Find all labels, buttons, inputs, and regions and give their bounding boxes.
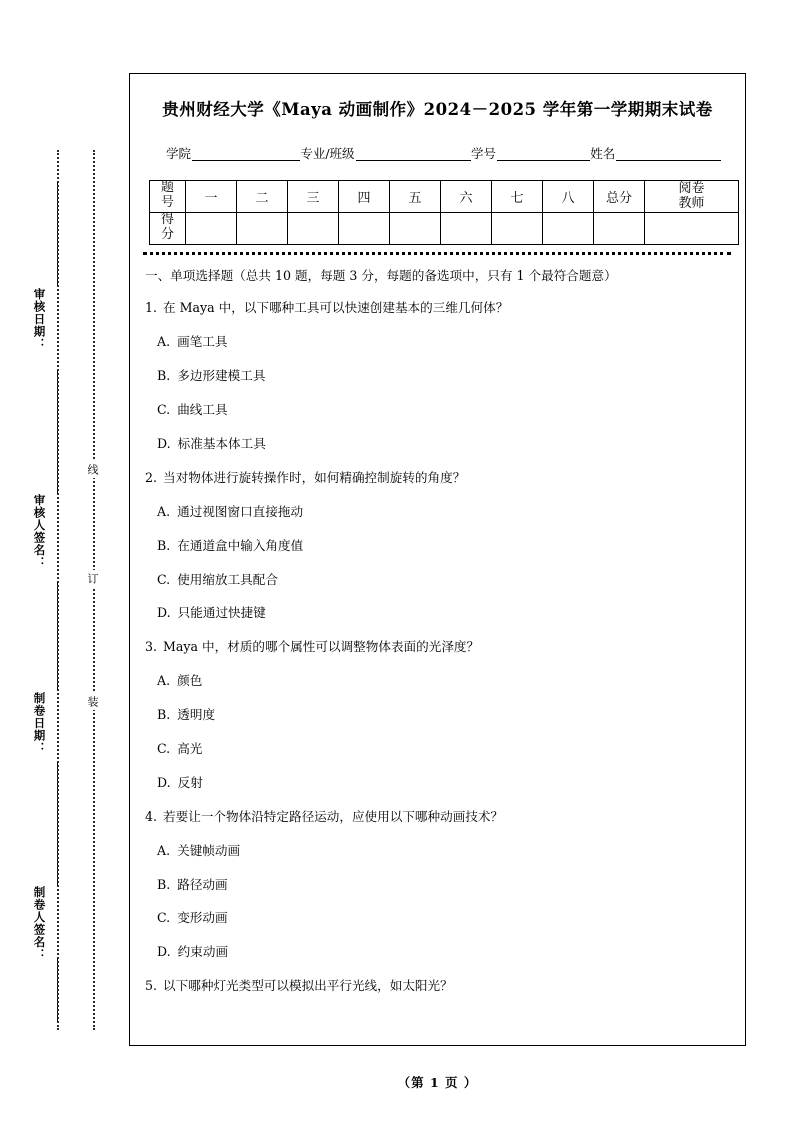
option-key: D. [157, 944, 171, 960]
question-stem [145, 977, 727, 996]
row-head-score: 得 分 [150, 212, 186, 244]
question-text: 在 Maya 中，以下哪种工具可以快速创建基本的三维几何体？ [163, 300, 509, 316]
binding-dotted-line-outer [57, 150, 59, 1030]
question-number: 5. [145, 978, 158, 994]
option-key: C. [157, 571, 171, 587]
binding-dotted-line-inner [93, 150, 95, 1030]
score-col-header-6: 六 [441, 180, 492, 212]
option-text: 在通道盒中输入角度值 [177, 537, 304, 553]
margin-label-reviewer-signature: 审核人签名： [32, 494, 47, 569]
option-text: 透明度 [177, 707, 216, 723]
option-key: C. [157, 740, 171, 756]
score-col-header-5: 五 [390, 180, 441, 212]
score-table [149, 180, 739, 245]
table-dotted-separator [143, 252, 731, 255]
question-option[interactable] [157, 774, 727, 793]
option-text: 变形动画 [177, 910, 228, 926]
row-head-question-number: 题 号 [150, 180, 186, 212]
question-stem [145, 469, 727, 488]
question-option[interactable] [157, 571, 727, 590]
score-cell-6[interactable] [441, 212, 492, 244]
option-text: 反射 [177, 774, 203, 790]
field-label-college: 学院 [166, 145, 192, 161]
score-table-container [130, 180, 745, 245]
question-text: 以下哪种灯光类型可以模拟出平行光线，如太阳光？ [163, 978, 453, 994]
option-key: A. [157, 842, 171, 858]
question-number: 2. [145, 469, 158, 485]
question-option[interactable] [157, 333, 727, 352]
question-option[interactable] [157, 503, 727, 522]
field-input-name[interactable] [616, 147, 721, 161]
question-number: 4. [145, 808, 158, 824]
score-col-header-3: 三 [288, 180, 339, 212]
score-col-header-7: 七 [492, 180, 543, 212]
question-text: 当对物体进行旋转操作时，如何精确控制旋转的角度？ [163, 469, 466, 485]
option-text: 关键帧动画 [177, 842, 241, 858]
question-stem [145, 299, 727, 318]
question-option[interactable] [157, 604, 727, 623]
score-col-header-4: 四 [339, 180, 390, 212]
score-cell-7[interactable] [492, 212, 543, 244]
question-option[interactable] [157, 672, 727, 691]
option-text: 颜色 [177, 673, 203, 689]
margin-label-prepare-date: 制卷日期： [32, 692, 47, 755]
question-stem [145, 638, 727, 657]
score-col-header-1: 一 [186, 180, 237, 212]
question-option[interactable] [157, 435, 727, 454]
option-text: 标准基本体工具 [177, 435, 266, 451]
option-key: A. [157, 503, 171, 519]
option-text: 多边形建模工具 [177, 368, 266, 384]
margin-label-review-date: 审核日期： [32, 288, 47, 351]
option-text: 只能通过快捷键 [177, 605, 266, 621]
option-text: 通过视图窗口直接拖动 [177, 503, 304, 519]
score-cell-3[interactable] [288, 212, 339, 244]
option-key: B. [157, 876, 171, 892]
option-text: 高光 [177, 740, 203, 756]
option-text: 使用缩放工具配合 [177, 571, 278, 587]
option-text: 路径动画 [177, 876, 228, 892]
question-option[interactable] [157, 537, 727, 556]
seam-word-assemble: 装 [87, 693, 98, 710]
exam-paper-frame [129, 73, 746, 1046]
question-body [130, 267, 745, 997]
question-option[interactable] [157, 740, 727, 759]
field-input-major-class[interactable] [356, 147, 471, 161]
field-label-name: 姓名 [590, 145, 616, 161]
score-cell-4[interactable] [339, 212, 390, 244]
question-number: 3. [145, 639, 158, 655]
option-text: 约束动画 [177, 944, 229, 960]
score-cell-2[interactable] [237, 212, 288, 244]
field-label-student-id: 学号 [470, 145, 496, 161]
option-key: B. [157, 707, 171, 723]
field-input-student-id[interactable] [497, 147, 590, 161]
page-title: 贵州财经大学《Maya 动画制作》2024－2025 学年第一学期期末试卷 [162, 100, 713, 119]
question-stem [145, 808, 727, 827]
student-identity-fields [130, 144, 745, 162]
section-heading: 一、单项选择题（总共 10 题，每题 3 分，每题的备选项中，只有 1 个最符合题意） [145, 267, 617, 283]
score-col-header-2: 二 [237, 180, 288, 212]
table-row-scores [150, 212, 739, 244]
option-text: 曲线工具 [177, 402, 228, 418]
binding-margin [0, 0, 129, 1122]
question-number: 1. [145, 300, 158, 316]
score-cell-grader[interactable] [645, 212, 739, 244]
option-key: B. [157, 537, 171, 553]
option-text: 画笔工具 [177, 334, 228, 350]
question-option[interactable] [157, 401, 727, 420]
option-key: B. [157, 368, 171, 384]
score-cell-1[interactable] [186, 212, 237, 244]
option-key: A. [157, 334, 171, 350]
margin-label-preparer-signature: 制卷人签名： [32, 886, 47, 961]
field-label-major-class: 专业/班级 [300, 145, 355, 161]
question-option[interactable] [157, 943, 727, 962]
option-key: C. [157, 910, 171, 926]
table-row-question-numbers [150, 180, 739, 212]
question-option[interactable] [157, 706, 727, 725]
seam-word-bind: 订 [87, 570, 98, 587]
question-option[interactable] [157, 909, 727, 928]
score-col-header-total: 总分 [594, 180, 645, 212]
score-cell-total[interactable] [594, 212, 645, 244]
score-col-header-grader: 阅卷 教师 [645, 180, 739, 212]
score-cell-8[interactable] [543, 212, 594, 244]
score-cell-5[interactable] [390, 212, 441, 244]
question-option[interactable] [157, 842, 727, 861]
option-key: C. [157, 402, 171, 418]
option-key: A. [157, 673, 171, 689]
option-key: D. [157, 605, 171, 621]
field-input-college[interactable] [192, 147, 300, 161]
score-col-header-8: 八 [543, 180, 594, 212]
question-option[interactable] [157, 367, 727, 386]
option-key: D. [157, 774, 171, 790]
seam-word-line: 线 [87, 461, 98, 478]
question-text: 若要让一个物体沿特定路径运动，应使用以下哪种动画技术？ [163, 808, 504, 824]
option-key: D. [157, 435, 171, 451]
page-footer: （第 1 页 ） [397, 1075, 478, 1090]
question-option[interactable] [157, 876, 727, 895]
question-text: Maya 中，材质的哪个属性可以调整物体表面的光泽度？ [163, 639, 480, 655]
